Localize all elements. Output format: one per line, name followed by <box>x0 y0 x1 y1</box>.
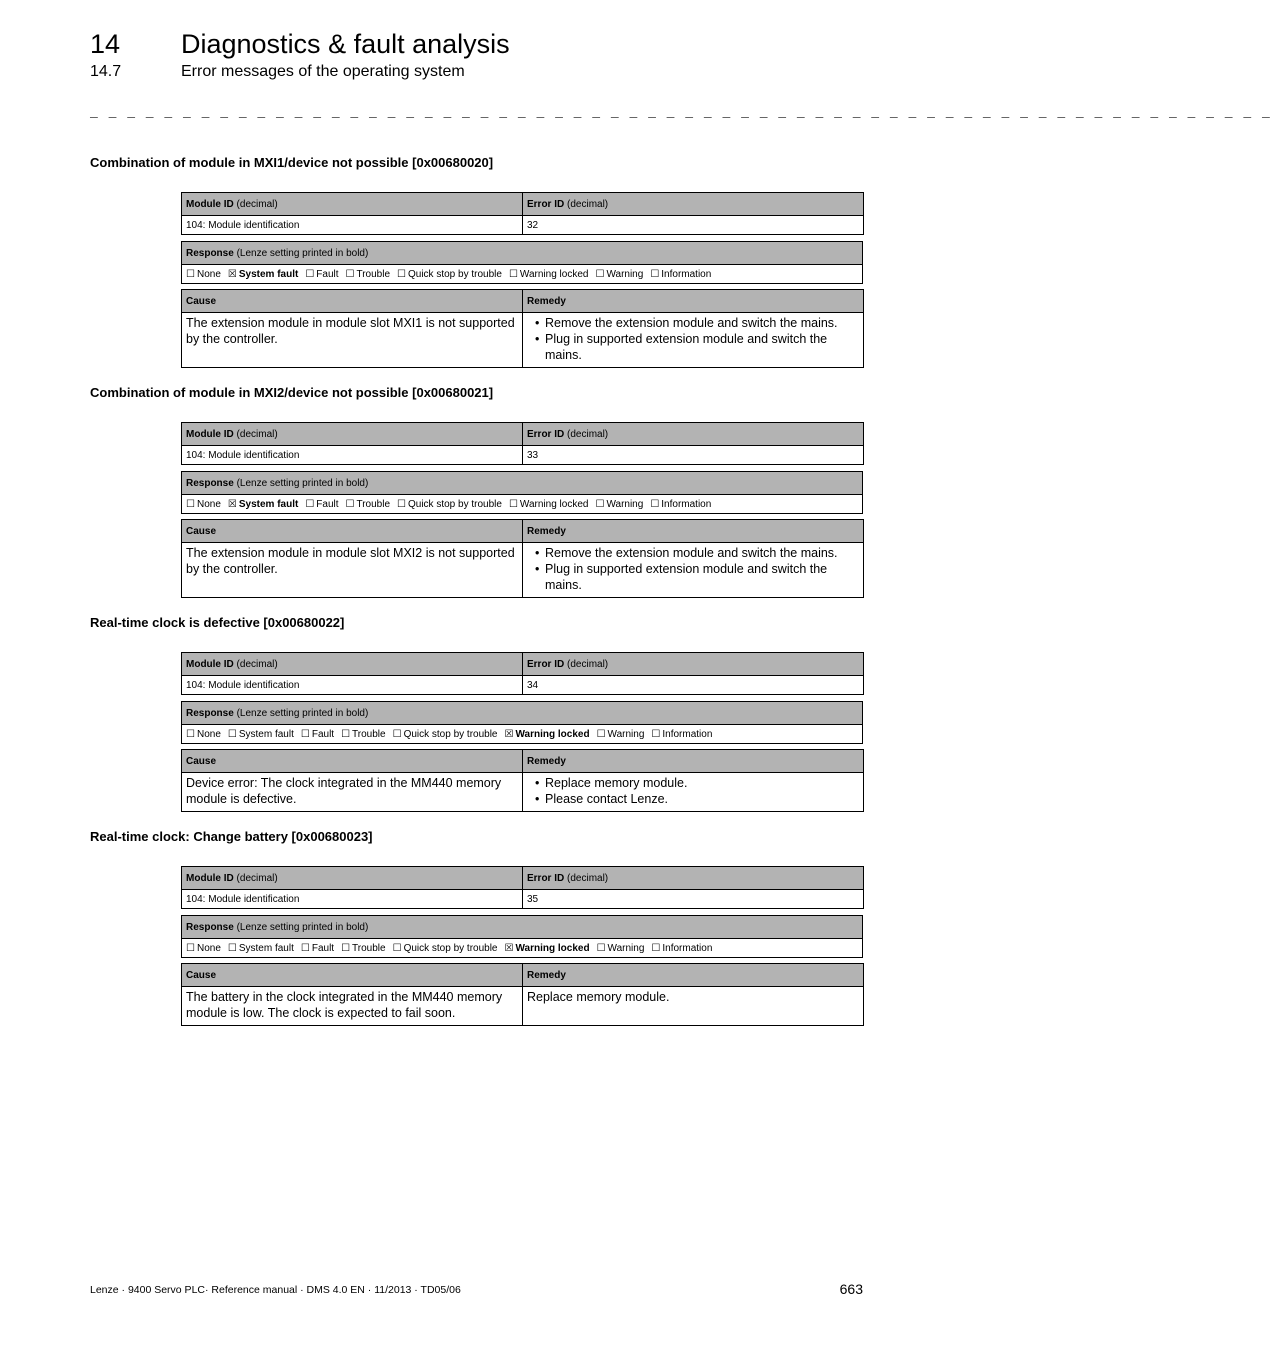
section-title: Error messages of the operating system <box>181 63 465 80</box>
error-block <box>90 155 864 368</box>
decimal-label: (decimal) <box>564 872 609 884</box>
response-option-label: Information <box>662 728 713 740</box>
checkbox-empty-icon: ☐ <box>305 268 315 280</box>
response-option <box>305 499 338 510</box>
remedy-header: Remedy <box>523 750 864 773</box>
response-option-label: None <box>196 268 221 280</box>
checkbox-empty-icon: ☐ <box>341 728 351 740</box>
response-option <box>346 269 391 280</box>
cause-remedy-row <box>182 773 864 812</box>
response-options-row <box>182 495 863 514</box>
cause-header: Cause <box>182 750 523 773</box>
remedy-text: Replace memory module. <box>527 990 670 1004</box>
header-divider: _ _ _ _ _ _ _ _ _ _ _ _ _ _ _ _ _ _ _ _ _ _ _ _ _ _ _ _ _ _ _ _ _ _ _ _ _ _ _ _ _ _ _ _ _ _ _ _ _ _ _ _ _ _ _ _ _ _ _ _ _ _ _ _ <box>90 105 1271 120</box>
chapter-title: Diagnostics & fault analysis <box>181 29 510 59</box>
footer-doc-info: Lenze · 9400 Servo PLC· Reference manual · DMS 4.0 EN · 11/2013 · TD05/06 <box>90 1284 461 1296</box>
response-option-label: Warning <box>607 942 645 954</box>
checkbox-empty-icon: ☐ <box>341 942 351 954</box>
response-option <box>186 499 221 510</box>
module-id-header <box>182 423 523 446</box>
remedy-cell <box>523 773 864 812</box>
error-title: Real-time clock: Change battery [0x00680023] <box>90 829 373 844</box>
error-block <box>90 385 864 598</box>
id-header-row <box>182 867 864 890</box>
response-header-row <box>182 472 863 495</box>
response-header <box>182 472 863 495</box>
cause-header-row <box>182 290 864 313</box>
response-option-label: Trouble <box>356 268 391 280</box>
id-table <box>181 192 864 235</box>
checkbox-empty-icon: ☐ <box>300 728 310 740</box>
module-id-label: Module ID <box>186 872 234 884</box>
module-id-value: 104: Module identification <box>182 446 523 465</box>
id-value-row <box>182 890 864 909</box>
decimal-label: (decimal) <box>564 198 609 210</box>
checkbox-empty-icon: ☐ <box>345 268 355 280</box>
response-option <box>505 729 590 740</box>
error-id-value: 34 <box>523 676 864 695</box>
remedy-list <box>527 775 859 807</box>
cause-text: The extension module in module slot MXI1 is not supported by the controller. <box>182 313 523 368</box>
module-id-header <box>182 193 523 216</box>
response-options <box>182 265 863 284</box>
checkbox-empty-icon: ☐ <box>650 498 660 510</box>
cause-remedy-row <box>182 313 864 368</box>
checkbox-empty-icon: ☐ <box>397 498 406 510</box>
response-option-label: Fault <box>316 268 339 280</box>
response-label: Response <box>186 247 234 259</box>
response-option <box>301 943 334 954</box>
module-id-header <box>182 653 523 676</box>
error-title: Real-time clock is defective [0x00680022] <box>90 615 345 630</box>
cause-header: Cause <box>182 964 523 987</box>
response-option <box>228 269 298 280</box>
response-option-label: System fault <box>238 268 299 280</box>
cause-text: The battery in the clock integrated in the MM440 memory module is low. The clock is expected to fail soon. <box>182 987 523 1026</box>
error-id-value: 32 <box>523 216 864 235</box>
response-option-label: Information <box>661 268 712 280</box>
response-option-label: Quick stop by trouble <box>403 942 498 954</box>
response-option <box>186 269 221 280</box>
response-options <box>182 725 863 744</box>
response-option <box>186 729 221 740</box>
response-options-row <box>182 939 863 958</box>
response-label: Response <box>186 477 234 489</box>
decimal-label: (decimal) <box>564 658 609 670</box>
id-header-row <box>182 653 864 676</box>
cause-remedy-table <box>181 289 864 368</box>
checkbox-empty-icon: ☐ <box>186 498 195 510</box>
cause-header: Cause <box>182 290 523 313</box>
checkbox-checked-icon: ☒ <box>227 268 237 280</box>
cause-header-row <box>182 964 864 987</box>
response-option-label: Fault <box>316 498 339 510</box>
module-id-value: 104: Module identification <box>182 890 523 909</box>
cause-remedy-table <box>181 963 864 1026</box>
remedy-cell <box>523 313 864 368</box>
checkbox-empty-icon: ☐ <box>392 942 402 954</box>
id-value-row <box>182 446 864 465</box>
error-id-header <box>523 193 864 216</box>
remedy-item: • Plug in supported extension module and switch the mains. <box>545 561 859 593</box>
module-id-value: 104: Module identification <box>182 676 523 695</box>
checkbox-empty-icon: ☐ <box>595 498 605 510</box>
response-option-label: Warning locked <box>519 268 589 280</box>
id-header-row <box>182 193 864 216</box>
error-title: Combination of module in MXI2/device not possible [0x00680021] <box>90 385 494 400</box>
response-options <box>182 939 863 958</box>
response-options <box>182 495 863 514</box>
decimal-label: (decimal) <box>233 428 278 440</box>
response-option <box>397 269 502 280</box>
error-id-header <box>523 867 864 890</box>
cause-remedy-table <box>181 749 864 812</box>
response-option <box>341 729 386 740</box>
response-option <box>595 499 643 510</box>
response-table <box>181 915 863 958</box>
remedy-cell <box>523 987 864 1026</box>
response-option <box>341 943 386 954</box>
checkbox-empty-icon: ☐ <box>650 268 660 280</box>
response-header <box>182 916 863 939</box>
checkbox-empty-icon: ☐ <box>345 498 355 510</box>
response-option-label: Trouble <box>352 942 386 954</box>
module-id-value: 104: Module identification <box>182 216 523 235</box>
response-option-label: None <box>196 728 221 740</box>
response-header-row <box>182 242 863 265</box>
module-id-label: Module ID <box>186 658 234 670</box>
remedy-cell <box>523 543 864 598</box>
id-table <box>181 422 864 465</box>
cause-remedy-table <box>181 519 864 598</box>
error-id-label: Error ID <box>527 198 565 210</box>
response-option <box>505 943 590 954</box>
response-option <box>509 269 589 280</box>
response-option-label: Warning <box>606 498 644 510</box>
response-option <box>597 943 645 954</box>
error-id-label: Error ID <box>527 428 565 440</box>
response-option-label: System fault <box>238 728 294 740</box>
response-option-label: Quick stop by trouble <box>408 498 502 510</box>
checkbox-empty-icon: ☐ <box>227 728 237 740</box>
error-id-header <box>523 423 864 446</box>
response-note: (Lenze setting printed in bold) <box>233 921 369 933</box>
remedy-item: • Replace memory module. <box>545 775 859 791</box>
response-table <box>181 471 863 514</box>
response-option-label: Fault <box>311 942 335 954</box>
cause-header-row <box>182 520 864 543</box>
id-value-row <box>182 676 864 695</box>
response-table <box>181 241 863 284</box>
checkbox-empty-icon: ☐ <box>186 942 195 954</box>
checkbox-empty-icon: ☐ <box>397 268 406 280</box>
response-header-row <box>182 916 863 939</box>
error-title: Combination of module in MXI1/device not possible [0x00680020] <box>90 155 494 170</box>
error-id-label: Error ID <box>527 658 565 670</box>
response-option-label: Warning <box>607 728 645 740</box>
checkbox-empty-icon: ☐ <box>305 498 315 510</box>
cause-header-row <box>182 750 864 773</box>
cause-text: The extension module in module slot MXI2 is not supported by the controller. <box>182 543 523 598</box>
response-option <box>228 499 298 510</box>
response-option <box>597 729 645 740</box>
response-option-label: System fault <box>238 942 294 954</box>
checkbox-empty-icon: ☐ <box>595 268 605 280</box>
id-header-row <box>182 423 864 446</box>
response-option <box>650 269 711 280</box>
chapter-number: 14 <box>90 29 121 59</box>
response-option <box>509 499 589 510</box>
response-option-label: System fault <box>238 498 299 510</box>
remedy-header: Remedy <box>523 290 864 313</box>
response-option <box>346 499 391 510</box>
cause-remedy-row <box>182 543 864 598</box>
error-block <box>90 615 864 812</box>
checkbox-empty-icon: ☐ <box>300 942 310 954</box>
checkbox-empty-icon: ☐ <box>392 728 402 740</box>
decimal-label: (decimal) <box>233 198 278 210</box>
response-option-label: None <box>196 498 221 510</box>
decimal-label: (decimal) <box>233 872 278 884</box>
response-option-label: Quick stop by trouble <box>403 728 498 740</box>
cause-remedy-row <box>182 987 864 1026</box>
remedy-list <box>527 545 859 593</box>
response-option-label: Warning locked <box>515 942 590 954</box>
error-block <box>90 829 864 1026</box>
response-option-label: Warning locked <box>515 728 590 740</box>
module-id-label: Module ID <box>186 198 234 210</box>
checkbox-empty-icon: ☐ <box>508 268 518 280</box>
response-option <box>650 499 711 510</box>
checkbox-empty-icon: ☐ <box>596 942 606 954</box>
checkbox-empty-icon: ☐ <box>596 728 606 740</box>
remedy-item: • Plug in supported extension module and switch the mains. <box>545 331 859 363</box>
response-note: (Lenze setting printed in bold) <box>233 477 369 489</box>
error-id-value: 35 <box>523 890 864 909</box>
id-table <box>181 652 864 695</box>
response-option <box>228 729 294 740</box>
response-note: (Lenze setting printed in bold) <box>233 247 369 259</box>
response-option-label: Trouble <box>352 728 386 740</box>
response-header <box>182 242 863 265</box>
cause-header: Cause <box>182 520 523 543</box>
response-label: Response <box>186 707 234 719</box>
response-option-label: Warning locked <box>519 498 589 510</box>
response-header-row <box>182 702 863 725</box>
error-id-label: Error ID <box>527 872 565 884</box>
remedy-item: • Remove the extension module and switch the mains. <box>545 315 859 331</box>
checkbox-empty-icon: ☐ <box>651 728 661 740</box>
response-option-label: Information <box>661 498 712 510</box>
remedy-item: • Please contact Lenze. <box>545 791 859 807</box>
cause-text: Device error: The clock integrated in the MM440 memory module is defective. <box>182 773 523 812</box>
response-table <box>181 701 863 744</box>
decimal-label: (decimal) <box>233 658 278 670</box>
checkbox-empty-icon: ☐ <box>508 498 518 510</box>
module-id-header <box>182 867 523 890</box>
response-option <box>651 729 712 740</box>
section-number: 14.7 <box>90 63 122 80</box>
page-number: 663 <box>839 1281 863 1297</box>
decimal-label: (decimal) <box>564 428 609 440</box>
response-option <box>393 729 498 740</box>
remedy-item: • Remove the extension module and switch the mains. <box>545 545 859 561</box>
remedy-header: Remedy <box>523 964 864 987</box>
response-option-label: None <box>196 942 221 954</box>
response-options-row <box>182 265 863 284</box>
error-id-value: 33 <box>523 446 864 465</box>
response-option <box>228 943 294 954</box>
response-note: (Lenze setting printed in bold) <box>233 707 369 719</box>
response-option-label: Information <box>662 942 713 954</box>
error-id-header <box>523 653 864 676</box>
response-option-label: Fault <box>311 728 335 740</box>
response-option-label: Trouble <box>356 498 391 510</box>
remedy-header: Remedy <box>523 520 864 543</box>
response-option-label: Quick stop by trouble <box>408 268 502 280</box>
response-label: Response <box>186 921 234 933</box>
checkbox-empty-icon: ☐ <box>186 728 195 740</box>
checkbox-checked-icon: ☒ <box>504 942 514 954</box>
checkbox-checked-icon: ☒ <box>504 728 514 740</box>
response-option <box>595 269 643 280</box>
response-header <box>182 702 863 725</box>
response-option <box>186 943 221 954</box>
remedy-list <box>527 315 859 363</box>
response-option <box>397 499 502 510</box>
response-option <box>651 943 712 954</box>
checkbox-empty-icon: ☐ <box>651 942 661 954</box>
response-option <box>301 729 334 740</box>
checkbox-empty-icon: ☐ <box>186 268 195 280</box>
response-option-label: Warning <box>606 268 644 280</box>
id-table <box>181 866 864 909</box>
response-options-row <box>182 725 863 744</box>
response-option <box>393 943 498 954</box>
response-option <box>305 269 338 280</box>
id-value-row <box>182 216 864 235</box>
module-id-label: Module ID <box>186 428 234 440</box>
checkbox-checked-icon: ☒ <box>227 498 237 510</box>
checkbox-empty-icon: ☐ <box>227 942 237 954</box>
